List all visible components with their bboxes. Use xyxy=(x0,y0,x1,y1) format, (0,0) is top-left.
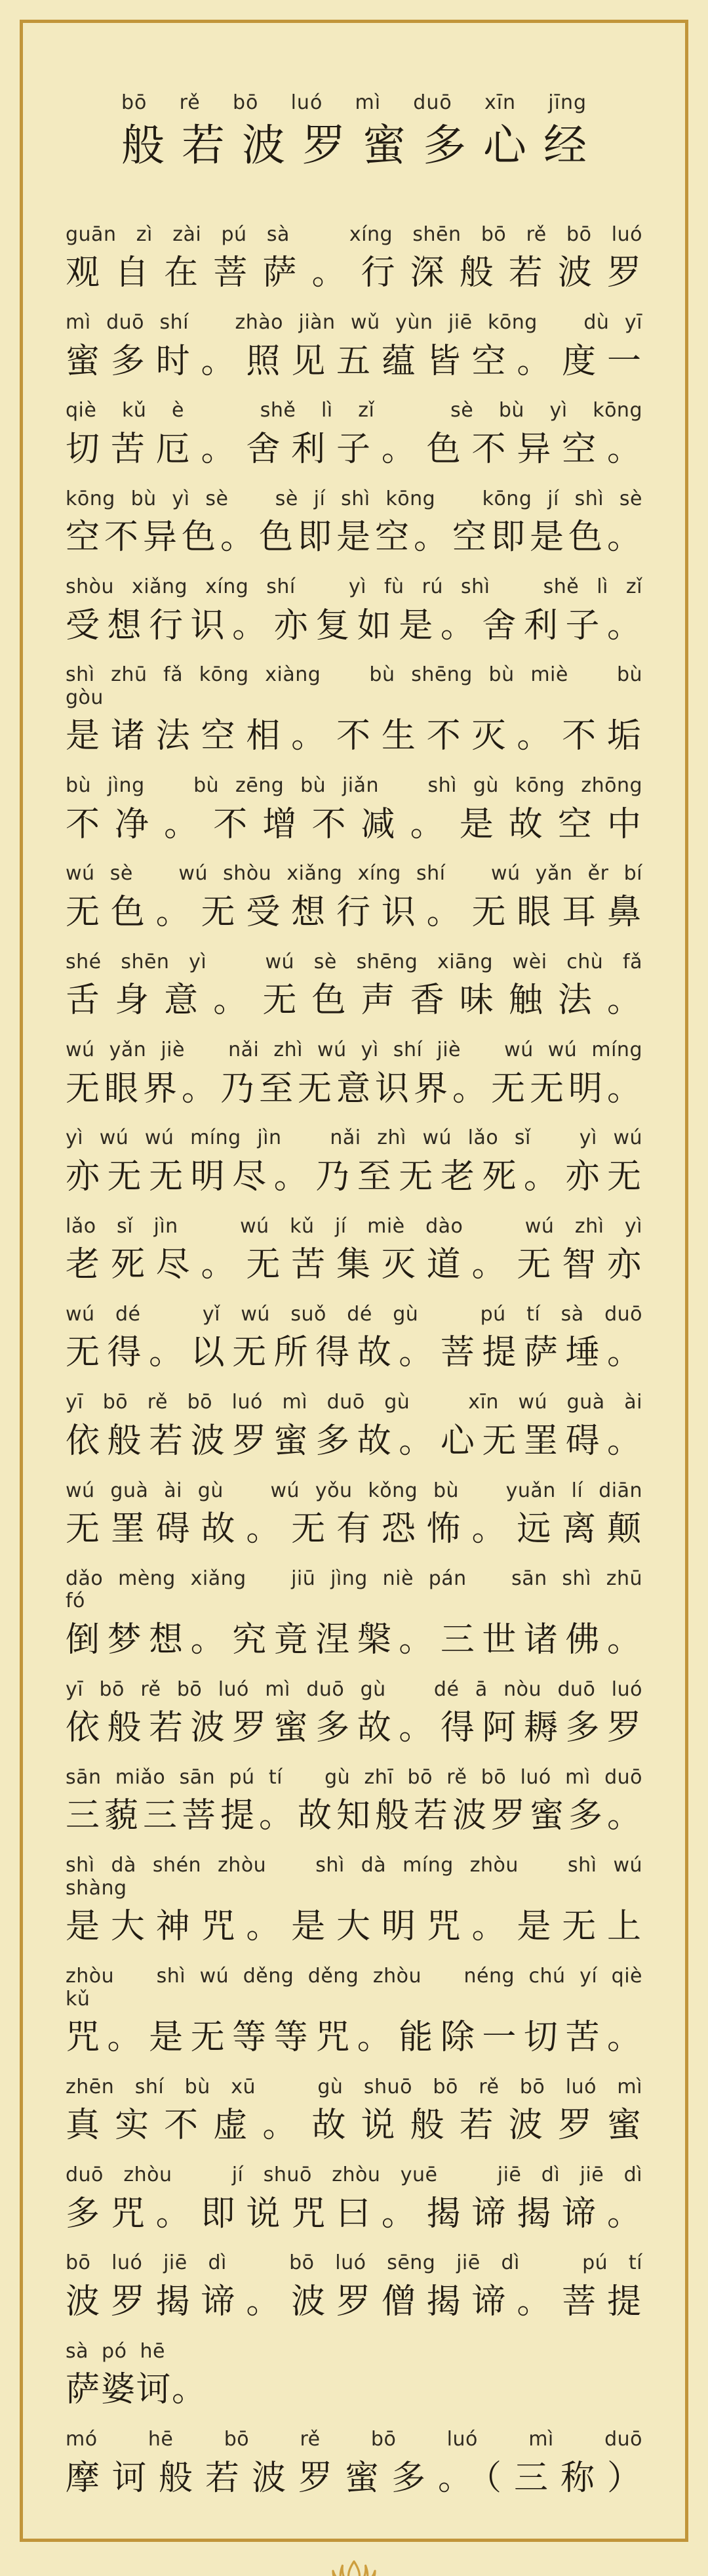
line-hanzi: 波罗揭谛。波罗僧揭谛。菩提 xyxy=(66,2281,642,2321)
line-pinyin: sà pó hē xyxy=(66,2339,165,2363)
line-pinyin: zhòu shì wú děng děng zhòu néng chú yí qiè kǔ xyxy=(66,1965,656,2011)
line-pinyin: yì wú wú míng jìn nǎi zhì wú lǎo sǐ yì wú xyxy=(66,1126,642,1150)
sutra-line xyxy=(66,1854,656,1947)
line-hanzi: 无色。无受想行识。无眼耳鼻 xyxy=(66,892,642,932)
line-pinyin: sān miǎo sān pú tí gù zhī bō rě bō luó mì duō xyxy=(66,1765,642,1789)
line-pinyin: qiè kǔ è shě lì zǐ sè bù yì kōng xyxy=(66,399,642,422)
line-pinyin: duō zhòu jí shuō zhòu yuē jiē dì jiē dì xyxy=(66,2163,642,2187)
line-hanzi: 是大神咒。是大明咒。是无上 xyxy=(66,1907,642,1947)
line-pinyin: lǎo sǐ jìn wú kǔ jí miè dào wú zhì yì xyxy=(66,1214,642,1238)
line-pinyin: yī bō rě bō luó mì duō gù dé ā nòu duō luó xyxy=(66,1677,642,1701)
line-pinyin: bō luó jiē dì bō luó sēng jiē dì pú tí xyxy=(66,2251,642,2275)
line-pinyin: dǎo mèng xiǎng jiū jìng niè pán sān shì zhū fó xyxy=(66,1566,656,1613)
line-pinyin: kōng bù yì sè sè jí shì kōng kōng jí shì sè xyxy=(66,487,642,510)
sutra-content xyxy=(66,0,656,2576)
line-hanzi: 受想行识。亦复如是。舍利子。 xyxy=(66,605,642,645)
footer-ornament xyxy=(66,2558,642,2576)
line-pinyin: shì dà shén zhòu shì dà míng zhòu shì wú shàng xyxy=(66,1854,656,1900)
line-hanzi: 真实不虚。故说般若波罗蜜 xyxy=(66,2106,642,2146)
line-pinyin: shòu xiǎng xíng shí yì fù rú shì shě lì zǐ xyxy=(66,575,642,599)
line-pinyin: wú dé yǐ wú suǒ dé gù pú tí sà duō xyxy=(66,1302,642,1326)
line-hanzi: 萨婆诃。 xyxy=(66,2370,208,2410)
sutra-line xyxy=(66,2164,642,2234)
line-hanzi: 空不异色。色即是空。空即是色。 xyxy=(66,518,642,558)
line-hanzi: 不净。不增不减。是故空中 xyxy=(66,804,642,844)
sutra-line xyxy=(66,312,642,381)
sutra-line xyxy=(66,2076,642,2146)
sutra-lines xyxy=(66,222,656,2498)
line-pinyin: wú sè wú shòu xiǎng xíng shí wú yǎn ěr bí xyxy=(66,862,642,886)
line-hanzi: 依般若波罗蜜多故。心无罣碍。 xyxy=(66,1421,642,1461)
line-pinyin: zhēn shí bù xū gù shuō bō rě bō luó mì xyxy=(66,2075,642,2098)
sutra-line xyxy=(66,1767,642,1836)
sutra-line xyxy=(66,1039,642,1109)
line-hanzi: 多咒。即说咒曰。揭谛揭谛。 xyxy=(66,2194,642,2234)
sutra-line xyxy=(66,775,642,844)
line-hanzi: 是诸法空相。不生不灭。不垢 xyxy=(66,716,642,756)
line-hanzi: 无罣碍故。无有恐怖。远离颠 xyxy=(66,1509,642,1549)
line-hanzi: 无眼界。乃至无意识界。无无明。 xyxy=(66,1069,642,1109)
line-pinyin: mì duō shí zhào jiàn wǔ yùn jiē kōng dù yī xyxy=(66,311,642,335)
line-hanzi: 倒梦想。究竟涅槃。三世诸佛。 xyxy=(66,1620,642,1660)
sutra-line xyxy=(66,1965,656,2058)
title-block xyxy=(121,92,587,171)
line-pinyin: wú guà ài gù wú yǒu kǒng bù yuǎn lí diān xyxy=(66,1479,642,1502)
sutra-line xyxy=(66,1679,642,1748)
line-hanzi: 舌身意。无色声香味触法。 xyxy=(66,981,642,1021)
line-pinyin: yī bō rě bō luó mì duō gù xīn wú guà ài xyxy=(66,1391,642,1414)
sutra-line xyxy=(66,399,642,469)
sutra-line xyxy=(66,2341,642,2410)
line-pinyin: guān zì zài pú sà xíng shēn bō rě bō luó xyxy=(66,222,642,246)
sutra-line xyxy=(66,663,656,756)
sutra-line xyxy=(66,2428,642,2498)
line-hanzi: 观自在菩萨。行深般若波罗 xyxy=(66,253,642,293)
line-pinyin: shì zhū fǎ kōng xiàng bù shēng bù miè bù gòu xyxy=(66,663,656,709)
lotus-icon xyxy=(317,2558,391,2576)
sutra-line xyxy=(66,863,642,932)
line-hanzi: 切苦厄。舍利子。色不异空。 xyxy=(66,429,642,469)
line-hanzi: 老死尽。无苦集灭道。无智亦 xyxy=(66,1245,642,1285)
line-hanzi: 三藐三菩提。故知般若波罗蜜多。 xyxy=(66,1796,642,1836)
line-hanzi: 亦无无明尽。乃至无老死。亦无 xyxy=(66,1156,642,1196)
sutra-line xyxy=(66,1566,656,1660)
sutra-line xyxy=(66,1127,642,1196)
line-hanzi: 无得。以无所得故。菩提萨埵。 xyxy=(66,1333,642,1373)
sutra-line xyxy=(66,224,642,293)
line-hanzi: 摩诃般若波罗蜜多。（三称） xyxy=(66,2458,642,2498)
sutra-line xyxy=(66,488,642,558)
sutra-line xyxy=(66,951,642,1021)
line-pinyin: wú yǎn jiè nǎi zhì wú yì shí jiè wú wú míng xyxy=(66,1038,642,1062)
title-pinyin: bō rě bō luó mì duō xīn jīng xyxy=(121,91,587,114)
line-pinyin: mó hē bō rě bō luó mì duō xyxy=(66,2428,642,2451)
line-hanzi: 蜜多时。照见五蕴皆空。度一 xyxy=(66,341,642,381)
line-pinyin: bù jìng bù zēng bù jiǎn shì gù kōng zhōng xyxy=(66,774,642,798)
sutra-line xyxy=(66,2252,642,2321)
sutra-line xyxy=(66,1303,642,1373)
line-pinyin: shé shēn yì wú sè shēng xiāng wèi chù fǎ xyxy=(66,950,642,973)
line-hanzi: 咒。是无等等咒。能除一切苦。 xyxy=(66,2018,642,2058)
sutra-line xyxy=(66,1480,642,1549)
page-title: 般若波罗蜜多心经 xyxy=(121,120,587,171)
sutra-line xyxy=(66,1216,642,1285)
line-hanzi: 依般若波罗蜜多故。得阿耨多罗 xyxy=(66,1708,642,1748)
sutra-line xyxy=(66,1391,642,1461)
sutra-line xyxy=(66,576,642,645)
